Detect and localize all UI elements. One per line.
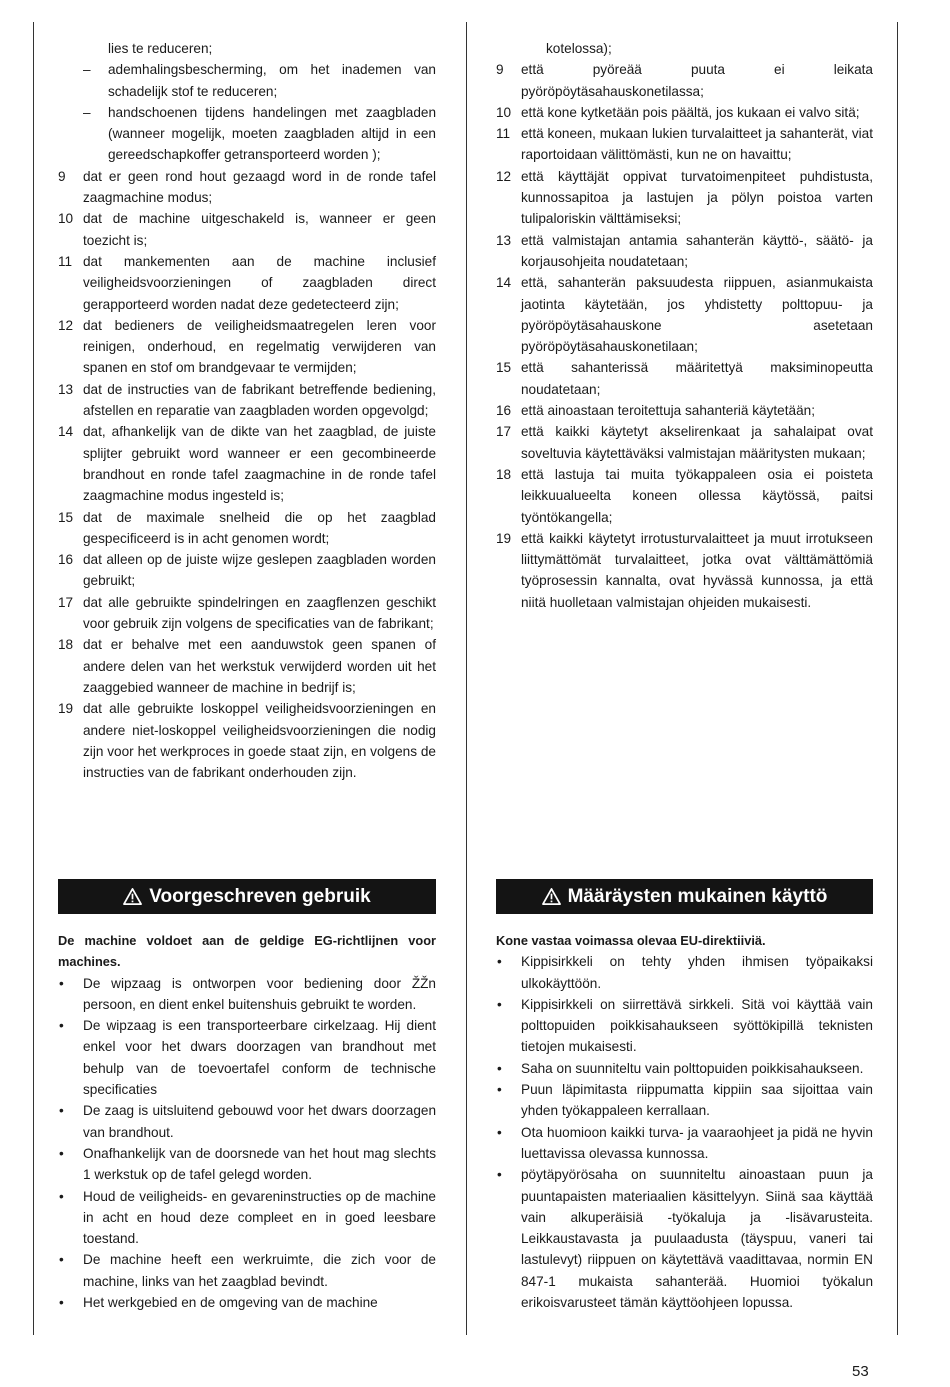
item-number: 18 (58, 637, 74, 653)
item-number: 16 (58, 552, 74, 568)
list-item (58, 1143, 436, 1186)
list-item (58, 251, 436, 315)
bullet-list (58, 973, 436, 1314)
list-item (58, 634, 436, 698)
item-number: 9 (58, 168, 66, 184)
item-number: 14 (58, 424, 74, 440)
list-item-text: pöytäpyörösaha on suunniteltu ainoastaan puun ja puuntapaisten materiaalien käsittelyyn. Siinä saa käyttää vain alkuperäisiä -työkaluja ja -lisävarusteita. Leikkaustavasta ja puulaadusta (täyspuu, vaneri tai lastulevyt) riippuen on käytettävä vaadittavaa, normin EN 847-1 mukaista sahanterää. Huomioi työkalun erikoisvarusteet tämän käyttöohjeen lopussa. (521, 1167, 873, 1311)
item-number: 9 (496, 62, 504, 78)
list-item-text: että valmistajan antamia sahanterän käyttö-, säätö- ja korjausohjeita noudatetaan; (521, 232, 873, 269)
list-item-text: dat de machine uitgeschakeld is, wanneer er geen toezicht is; (83, 211, 436, 248)
list-item-text: että kone kytketään pois päältä, jos kukaan ei valvo sitä; (521, 104, 860, 120)
list-item (58, 1015, 436, 1100)
right-usage-section (496, 930, 873, 1313)
dash-marker: – (83, 62, 91, 78)
item-number: 19 (58, 701, 74, 717)
list-item (496, 166, 873, 230)
list-item (58, 1186, 436, 1250)
list-item (58, 973, 436, 1016)
list-item-text: ademhalingsbescherming, om het inademen van schadelijk stof te reduceren; (108, 62, 436, 99)
item-number: 12 (496, 168, 512, 184)
bullet-marker: • (59, 1295, 64, 1311)
list-item-text: että sahanterissä määritettyä maksiminopeutta noudatetaan; (521, 360, 873, 397)
numbered-list (496, 59, 873, 613)
list-item-text: Ota huomioon kaikki turva- ja vaaraohjeet ja pidä ne hyvin luettavissa olevassa kunnossa. (521, 1124, 873, 1161)
list-item (58, 59, 436, 102)
item-number: 10 (496, 104, 512, 120)
list-item (496, 951, 873, 994)
bullet-marker: • (497, 1124, 502, 1140)
bullet-marker: • (497, 954, 502, 970)
warning-icon (123, 887, 142, 906)
bullet-marker: • (59, 1145, 64, 1161)
list-item (496, 357, 873, 400)
bullet-marker: • (59, 1103, 64, 1119)
item-number: 16 (496, 403, 512, 419)
list-item-text: että kaikki käytetyt akselirenkaat ja sahalaipat ovat soveltuvia käytettäväksi valmistajan määritysten mukaan; (521, 424, 873, 461)
list-item-text: että käyttäjät oppivat turvatoimenpiteet puhdistusta, kunnossapitoa ja lastujen ja pölyn poistoa varten tulipaloriskin välttämiseksi; (521, 168, 873, 227)
bullet-marker: • (59, 1018, 64, 1034)
list-item-text: Het werkgebied en de omgeving van de machine (83, 1295, 378, 1311)
list-item-text: dat alleen op de juiste wijze geslepen zaagbladen worden gebruikt; (83, 552, 436, 589)
list-item (496, 1122, 873, 1165)
list-item (58, 421, 436, 506)
list-item-text: Onafhankelijk van de doorsnede van het hout mag slechts 1 werkstuk op de tafel gelegd worden. (83, 1145, 436, 1183)
list-item-text: että pyöreää puuta ei leikata pyöröpöytäsahauskonetilassa; (521, 62, 873, 99)
dash-marker: – (83, 104, 91, 120)
list-item (496, 1164, 873, 1313)
bullet-marker: • (497, 1082, 502, 1098)
center-column-rule (466, 22, 467, 1335)
list-item (58, 208, 436, 251)
bullet-marker: • (497, 1060, 502, 1076)
list-item (58, 1292, 436, 1313)
list-item (58, 592, 436, 635)
continued-text: kotelossa); (546, 41, 612, 56)
bullet-marker: • (497, 996, 502, 1012)
list-item-text: dat bedieners de veiligheidsmaatregelen leren voor reinigen, onderhoud, en regelmatig verwijderen van spanen en stof om brandgevaar te vermijden; (83, 317, 436, 376)
list-item (496, 400, 873, 421)
list-item-text: De zaag is uitsluitend gebouwd voor het dwars doorzagen van brandhout. (83, 1103, 436, 1140)
list-item-text: dat, afhankelijk van de dikte van het zaagblad, de juiste splijter gebruikt word wanneer er een gecombineerde brandhout en ronde tafel zaagmachine in de ronde tafel zaagmachine modus ingesteld is; (83, 424, 436, 504)
list-item-text: Puun läpimitasta riippumatta kippiin saa sijoittaa vain yhden työkappaleen kerrallaan. (521, 1082, 873, 1119)
right-margin-rule (897, 22, 898, 1335)
list-item-text: dat er behalve met een aanduwstok geen spanen of andere delen van het werkstuk verwijderd worden uit het zaaggebied wanneer de machine in bedrijf is; (83, 637, 436, 695)
section-intro: De machine voldoet aan de geldige EG-richtlijnen voor machines. (58, 933, 436, 970)
list-item-text: Houd de veiligheids- en gevareninstructies op de machine in acht en houd deze compleet en in goed leesbare toestand. (83, 1188, 436, 1247)
list-item-text: De wipzaag is ontworpen voor bediening door ŽŽn persoon, en dient enkel buitenshuis gebruikt te worden. (83, 975, 436, 1012)
list-item (496, 230, 873, 273)
list-item (496, 1058, 873, 1079)
list-item-text: dat er geen rond hout gezaagd word in de ronde tafel zaagmachine modus; (83, 168, 436, 206)
list-item (496, 994, 873, 1058)
item-number: 14 (496, 275, 512, 291)
list-item (58, 507, 436, 550)
list-item (58, 1100, 436, 1143)
item-number: 12 (58, 317, 74, 333)
list-item-text: dat mankementen aan de machine inclusief veiligheidsvoorzieningen of zaagbladen direct gerapporteerd worden nadat deze gedetecteerd zijn; (83, 253, 436, 312)
list-item (496, 528, 873, 613)
numbered-list (58, 166, 436, 784)
list-item (58, 166, 436, 209)
section-title: Voorgeschreven gebruik (149, 885, 371, 907)
section-banner-right (496, 879, 873, 914)
list-item (496, 123, 873, 166)
continued-text: lies te reduceren; (108, 41, 213, 56)
list-item-text: De wipzaag is een transporteerbare cirkelzaag. Hij dient enkel voor het dwars doorzagen van brandhout met behulp van de toevoertafel conform de technische specificaties (83, 1018, 436, 1098)
list-item (496, 421, 873, 464)
item-number: 15 (58, 509, 74, 525)
list-item (496, 1079, 873, 1122)
section-intro: Kone vastaa voimassa olevaa EU-direktiiviä. (496, 933, 766, 948)
list-item-text: dat de maximale snelheid die op het zaagblad gespecificeerd is in acht genomen wordt; (83, 509, 436, 546)
section-banner-left (58, 879, 436, 914)
left-column (58, 38, 436, 783)
section-title: Määräysten mukainen käyttö (567, 885, 828, 907)
item-number: 19 (496, 530, 512, 546)
list-item-text: dat alle gebruikte spindelringen en zaagflenzen geschikt voor gebruik zijn volgens de specificaties van de fabrikant; (83, 594, 436, 632)
left-usage-section (58, 930, 436, 1313)
list-item-text: Kippisirkkeli on siirrettävä sirkkeli. Sitä voi käyttää vain polttopuiden poikkisahaukseen syöttökipillä teknisten tietojen mukaisesti. (521, 996, 873, 1055)
item-number: 10 (58, 211, 74, 227)
list-item-text: dat de instructies van de fabrikant betreffende bediening, afstellen en reparatie van zaagbladen worden opgevolgd; (83, 381, 436, 419)
sub-list (58, 59, 436, 165)
item-number: 17 (58, 594, 74, 610)
list-item-text: että kaikki käytetyt irrotusturvalaitteet ja muut irrotukseen liittymättömät turvalaitteet, jotka ovat välttämättömiä työprosessin kannalta, ovat hyvässä kunnossa, ja että niitä huolletaan valmistajan ohjeiden mukaisesti. (521, 530, 873, 610)
right-column (496, 38, 873, 613)
item-number: 11 (496, 126, 511, 142)
list-item-text: että ainoastaan teroitettuja sahanteriä käytetään; (521, 403, 815, 419)
list-item-text: De machine heeft een werkruimte, die zich voor de machine, links van het zaagblad bevindt. (83, 1252, 436, 1289)
list-item-text: handschoenen tijdens handelingen met zaagbladen (wanneer mogelijk, moeten zaagbladen altijd in een gereedschapkoffer getransporteerd worden ); (108, 104, 436, 163)
list-item-text: että, sahanterän paksuudesta riippuen, asianmukaista jaotinta käytetään, jos yhdistetty polttopuu- ja pyöröpöytäsahauskone asetetaan pyöröpöytäsahauskonetilaan; (521, 275, 873, 355)
item-number: 13 (58, 381, 74, 397)
item-number: 15 (496, 360, 512, 376)
list-item (58, 379, 436, 422)
item-number: 13 (496, 232, 512, 248)
item-number: 17 (496, 424, 512, 440)
list-item (58, 698, 436, 783)
item-number: 11 (58, 253, 73, 269)
list-item-text: dat alle gebruikte loskoppel veiligheidsvoorzieningen en andere niet-loskoppel veiligheidsvoorzieningen die nodig zijn voor het werkproces in goede staat zijn, en volgens de instructies van de fabrikant onderhouden zijn. (83, 701, 436, 781)
left-margin-rule (33, 22, 34, 1335)
bullet-list (496, 951, 873, 1313)
item-number: 18 (496, 466, 512, 482)
list-item-text: Kippisirkkeli on tehty yhden ihmisen työpaikaksi ulkokäyttöön. (521, 954, 873, 991)
list-item-text: että lastuja tai muita työkappaleen osia ei poisteta leikkuualueelta koneen ollessa käytössä, paitsi työntökangella; (521, 466, 873, 525)
list-item-text: että koneen, mukaan lukien turvalaitteet ja sahanterät, viat raportoidaan välittömästi, kun ne on havaittu; (521, 126, 873, 163)
list-item (496, 59, 873, 102)
list-item (496, 464, 873, 528)
bullet-marker: • (497, 1167, 502, 1183)
bullet-marker: • (59, 975, 64, 991)
list-item (496, 272, 873, 357)
warning-icon (542, 887, 561, 906)
list-item (58, 102, 436, 166)
list-item (58, 1249, 436, 1292)
page-number: 53 (852, 1363, 869, 1380)
list-item (58, 315, 436, 379)
bullet-marker: • (59, 1252, 64, 1268)
list-item-text: Saha on suunniteltu vain polttopuiden poikkisahaukseen. (521, 1060, 864, 1076)
bullet-marker: • (59, 1188, 64, 1204)
list-item (496, 102, 873, 123)
list-item (58, 549, 436, 592)
